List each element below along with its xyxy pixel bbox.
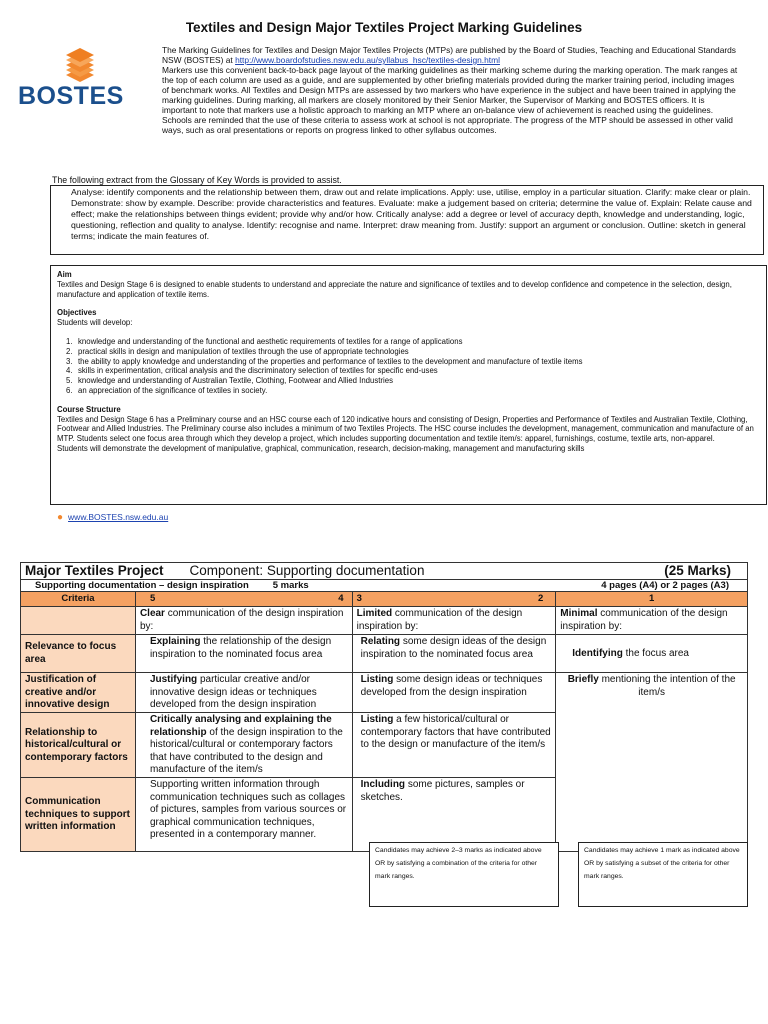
logo-text: BOSTES	[18, 82, 124, 110]
list-item: 3. the ability to apply knowledge and understanding of the properties and performance of textiles to the development and manufacture of textile items	[66, 356, 583, 366]
table-row: Justification of creative and/or innovative design Justifying particular creative and/or innovative design ideas or techniques developed from the design inspiration Listing some design ideas or techniques developed from the design inspiration Briefly mentioning the intention of the item/s	[21, 673, 748, 713]
list-item: 4. skills in experimentation, critical analysis and the discriminatory selection of textiles for specific end-uses	[66, 366, 438, 376]
table-row: Relevance to focus area Explaining the relationship of the design inspiration to the nominated focus area Relating some design ideas of the design inspiration to the nominated focus area Identifying the focus area	[21, 635, 748, 673]
aim-heading: Aim	[57, 270, 72, 279]
marking-rubric-table	[20, 562, 748, 852]
objectives-intro: Students will develop:	[57, 318, 133, 328]
boardofstudies-link[interactable]: http://www.boardofstudies.nsw.edu.au/syllabus_hsc/textiles-design.html	[235, 55, 500, 65]
list-item: 6. an appreciation of the significance of textiles in society.	[66, 385, 268, 395]
course-structure-text: Textiles and Design Stage 6 has a Preliminary course and an HSC course each of 120 indicative hours and consisting of Design, Properties and Performance of Textiles and Australian Textile, Clothing, Footwear and Allied Industries. The Preliminary course also includes a minimum of two Textiles Projects. The HSC course includes the development, management, communication and manufacture of an MTP. Students select one focus area through which they develop a project, which includes supporting documentation and textile item/s: apparel, furnishings, costume, textile arts, non-apparel.	[57, 414, 754, 444]
orange-bullet-icon: ●	[57, 512, 64, 523]
table-row: Clear communication of the design inspiration by: Limited communication of the design inspiration by: Minimal communication of the design inspiration by:	[21, 607, 748, 635]
objectives-heading: Objectives	[57, 308, 97, 318]
course-structure-text-2: Students will demonstrate the development of manipulative, graphical, communication, research, decision-making, management and manufacturing skills	[57, 443, 585, 453]
stacked-layers-icon	[66, 48, 94, 82]
rubric-header: Major Textiles Project Component: Supporting documentation (25 Marks)	[21, 563, 748, 580]
list-item: 2. practical skills in design and manipulation of textiles through the use of appropriate technologies	[66, 346, 409, 356]
glossary-box: Analyse: identify components and the relationship between them, draw out and relate implications. Apply: use, utilise, employ in a particular situation. Clarify: make clear or plain. Demonstrate: show by example. Describe: provide characteristics and features. Evaluate: make a judgement based on criteria; determine the value of. Explain: Relate cause and effect; make the relationships between things evident; provide why and/or how. Critically analyse: add a degree or level of accuracy depth, knowledge and understanding, logic, questioning, reflection and quality to analyse. Identify: recognise and name. Interpret: draw meaning from. Justify: support an argument or conclusion. Outline: sketch in general terms; indicate the main features of.	[50, 185, 764, 255]
rubric-column-headers: Criteria 5 4 3 2 1	[21, 592, 748, 607]
bostes-website-link[interactable]: ● www.BOSTES.nsw.edu.au	[57, 512, 169, 523]
list-item: 5. knowledge and understanding of Australian Textile, Clothing, Footwear and Allied Industries	[66, 376, 393, 386]
glossary-intro: The following extract from the Glossary of Key Words is provided to assist.	[52, 175, 342, 185]
page-title: Textiles and Design Major Textiles Project Marking Guidelines	[185, 20, 583, 35]
aims-box	[50, 265, 767, 505]
rubric-subheader: Supporting documentation – design inspiration 5 marks 4 pages (A4) or 2 pages (A3)	[21, 580, 748, 592]
objectives-list	[57, 337, 760, 396]
list-item: 1. knowledge and understanding of the functional and aesthetic requirements of textiles for a range of applications	[66, 336, 463, 346]
table-row: Communication techniques to support written information Supporting written information through communication techniques such as collages of pictures, samples from various sources or graphical communication techniques, presented in a contemporary manner. Including some pictures, samples or sketches.	[21, 778, 748, 852]
note-1-mark: Candidates may achieve 1 mark as indicated above OR by satisfying a subset of the criteria for other mark ranges.	[578, 842, 748, 907]
aim-text: Textiles and Design Stage 6 is designed to enable students to understand and appreciate the nature and significance of textiles and to develop confidence and competence in the selection, design, manufacture and application of textile items.	[57, 279, 732, 299]
table-row: Relationship to historical/cultural or contemporary factors Critically analysing and explaining the relationship of the design inspiration to the historical/cultural or contemporary factors that have contributed to the design and manufacture of the item/s Listing a few historical/cultural or contemporary factors that have contributed to the design or manufacture of the item/s	[21, 713, 748, 778]
note-2-3-marks: Candidates may achieve 2–3 marks as indicated above OR by satisfying a combination of the criteria for other mark ranges.	[369, 842, 559, 907]
intro-text: The Marking Guidelines for Textiles and Design Major Textiles Projects (MTPs) are published by the Board of Studies, Teaching and Educational Standards NSW (BOSTES) at http://www.boardofstudies.nsw.edu.au/syllabus_hsc/textiles-design.html Markers use this convenient back-to-back page layout of the marking guidelines as their marking scheme during the marking operation. The mark ranges at the top of each column are used as a guide, and are supplemented by other briefing materials provided during the marker training period, including images of benchmark works. All Textiles and Design MTPs are assessed by two markers who have experience in the subject and have been trained in applying the marking guidelines. During marking, all markers are closely monitored by their Senior Marker, the Supervisor of Marking and BOSTES officers. It is important to note that markers use a holistic approach to marking an MTP where an on-balance view of achievement is reached using the guidelines. Schools are reminded that the use of these criteria to assess work at school is not appropriate. The progress of the MTP should be assessed in other valid ways, such as oral presentations or reports on progress linked to other syllabus outcomes.	[162, 45, 738, 135]
course-structure-heading: Course Structure	[57, 404, 121, 414]
